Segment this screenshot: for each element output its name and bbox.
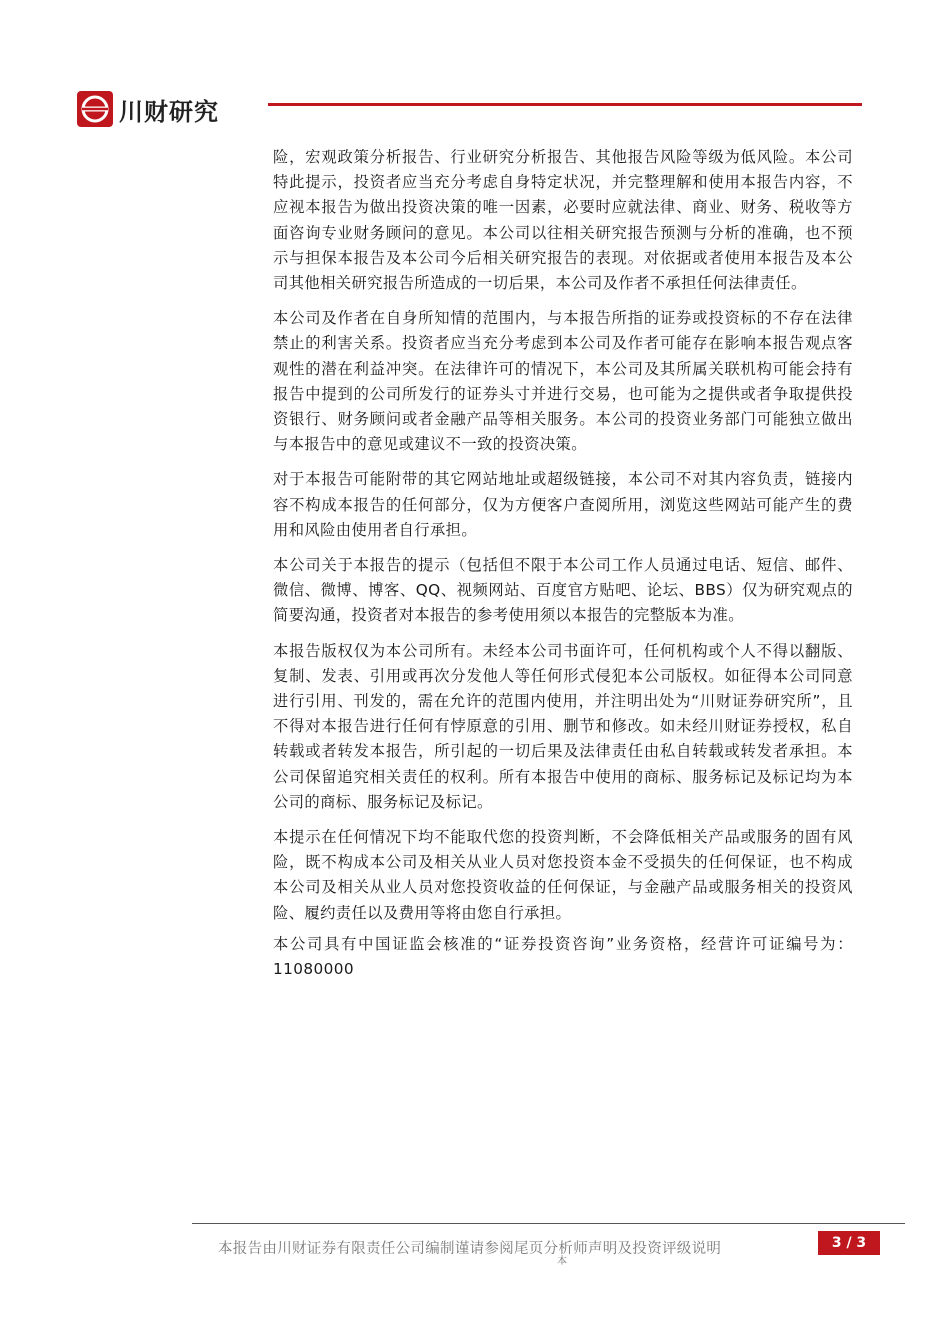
disclaimer-body <box>273 145 853 992</box>
page-number-badge: 3 / 3 <box>818 1231 880 1255</box>
paragraph-external-links: 对于本报告可能附带的其它网站地址或超级链接，本公司不对其内容负责，链接内容不构成本报告的任何部分，仅为方便客户查阅所用，浏览这些网站可能产生的费用和风险由使用者自行承担。 <box>273 470 853 539</box>
footer-notice: 本报告由川财证券有限责任公司编制谨请参阅尾页分析师声明及投资评级说明 <box>218 1241 722 1257</box>
brand-name: 川财研究 <box>119 97 219 126</box>
paragraph-communications: 本公司关于本报告的提示（包括但不限于本公司工作人员通过电话、短信、邮件、微信、微博、博客、QQ、视频网站、百度官方贴吧、论坛、BBS）仅为研究观点的简要沟通，投资者对本报告的参考使用须以本报告的完整版本为准。 <box>273 556 853 625</box>
footer-marker: 本 <box>557 1256 567 1267</box>
paragraph-investment-judgment: 本提示在任何情况下均不能取代您的投资判断，不会降低相关产品或服务的固有风险，既不构成本公司及相关从业人员对您投资本金不受损失的任何保证，也不构成本公司及相关从业人员对您投资收益的任何保证，与金融产品或服务相关的投资风险、履约责任以及费用等将由您自行承担。 <box>273 828 853 922</box>
paragraph-risk-notice: 险，宏观政策分析报告、行业研究分析报告、其他报告风险等级为低风险。本公司特此提示，投资者应当充分考虑自身特定状况，并完整理解和使用本报告内容，不应视本报告为做出投资决策的唯一因素，必要时应就法律、商业、财务、税收等方面咨询专业财务顾问的意见。本公司以往相关研究报告预测与分析的准确，也不预示与担保本报告及本公司今后相关研究报告的表现。对依据或者使用本报告及本公司其他相关研究报告所造成的一切后果，本公司及作者不承担任何法律责任。 <box>273 148 853 293</box>
paragraph-copyright: 本报告版权仅为本公司所有。未经本公司书面许可，任何机构或个人不得以翻版、复制、发表、引用或再次分发他人等任何形式侵犯本公司版权。如征得本公司同意进行引用、刊发的，需在允许的范围内使用，并注明出处为“川财证券研究所”，且不得对本报告进行任何有悖原意的引用、删节和修改。如未经川财证券授权，私自转载或者转发本报告，所引起的一切后果及法律责任由私自转载或转发者承担。本公司保留追究相关责任的权利。所有本报告中使用的商标、服务标记及标记均为本公司的商标、服务标记及标记。 <box>273 641 853 811</box>
header-divider <box>268 103 862 106</box>
brand-logo <box>77 90 247 128</box>
paragraph-license: 本公司具有中国证监会核准的“证券投资咨询”业务资格，经营许可证编号为：11080000 <box>273 934 853 979</box>
chuancai-logo-icon <box>77 91 113 127</box>
footer-divider <box>192 1223 905 1224</box>
paragraph-conflict-of-interest: 本公司及作者在自身所知情的范围内，与本报告所指的证券或投资标的不存在法律禁止的利害关系。投资者应当充分考虑到本公司及作者可能存在影响本报告观点客观性的潜在利益冲突。在法律许可的情况下，本公司及其所属关联机构可能会持有报告中提到的公司所发行的证券头寸并进行交易，也可能为之提供或者争取提供投资银行、财务顾问或者金融产品等相关服务。本公司的投资业务部门可能独立做出与本报告中的意见或建议不一致的投资决策。 <box>273 309 853 454</box>
